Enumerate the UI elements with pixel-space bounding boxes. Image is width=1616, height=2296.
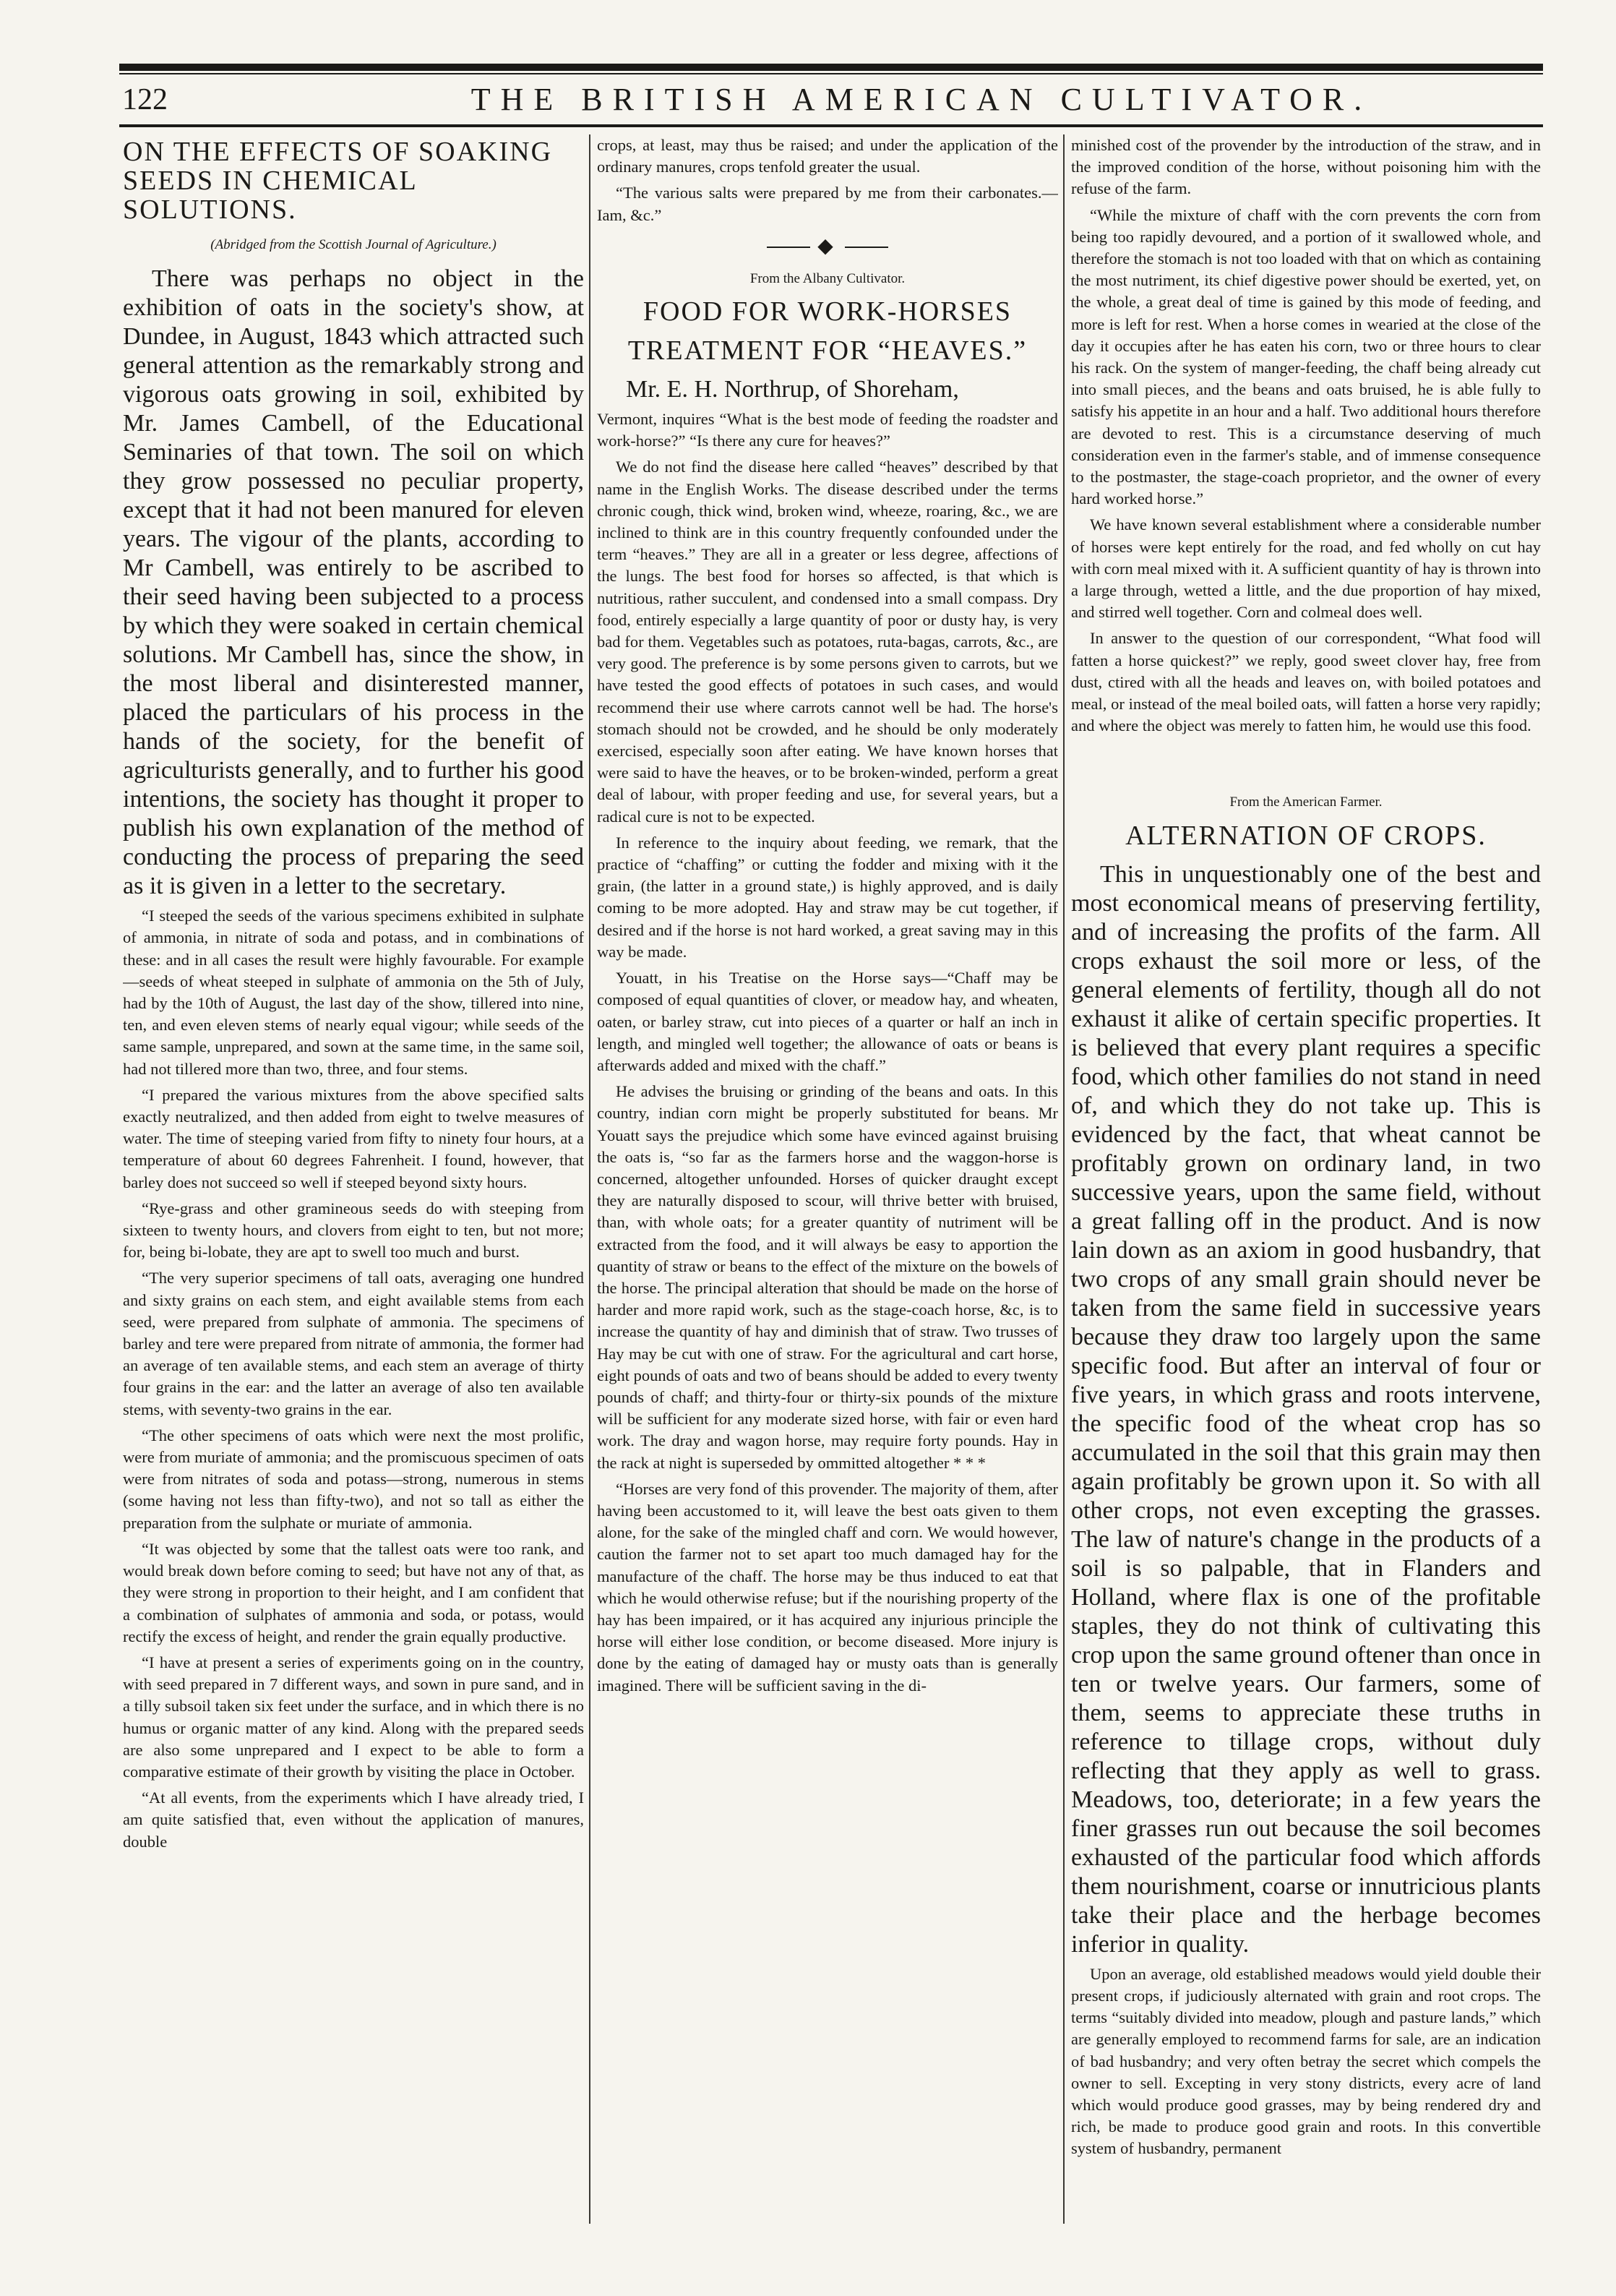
paragraph: crops, at least, may thus be raised; and under the application of the ordinary manures, crops tenfold greater the usual. [597, 136, 1058, 176]
paragraph: “The very superior specimens of tall oats, averaging one hundred and sixty grains on each stem, and eight available stems from each seed, were prepared from sulphate of ammonia. The specimens of barley and tere were prepared from nitrate of ammonia, the former had an average of ten available stems, and each stem an average of thirty four grains in the ear: and the latter an average of also ten available stems, with seventy-two grains in the ear. [123, 1269, 584, 1418]
page-number: 122 [122, 83, 168, 116]
paragraph: “I prepared the various mixtures from the above specified salts exactly neutralized, and then added from eight to twelve measures of water. The time of steeping varied from fifty to ninety four hours, at a temperature of about 60 degrees Fahrenheit. I found, however, that barley does not succeed so well if steeped beyond sixty hours. [123, 1085, 584, 1191]
article-headline-soaking-seeds: ON THE EFFECTS OF SOAKING SEEDS IN CHEMICAL SOLUTIONS. [123, 137, 553, 225]
article-headline-food-for-work-horses: FOOD FOR WORK-HORSES [642, 296, 1013, 327]
paragraph: minished cost of the provender by the introduction of the straw, and in the improved condition of the horse, without poisoning him with the refuse of the farm. [1071, 136, 1541, 198]
paragraph: We have known several establishment where a considerable number of horses were kept entirely for the road, and fed wholly on cut hay with corn meal mixed with it. A sufficient quantity of hay is thrown into a large through, wetted a little, and the due proportion of hay mixed, and stirred well together. Corn and colmeal does well. [1071, 515, 1541, 622]
source-note: From the American Farmer. [1229, 794, 1383, 810]
paragraph: “The other specimens of oats which were next the most prolific, were from muriate of ammonia; and the promiscuous specimen of oats were from nitrates of soda and potass—strong, numerous in stems (some having not less than fifty-two), and not so tall as either the preparation from the sulphate or muriate of ammonia. [123, 1426, 584, 1532]
running-title: THE BRITISH AMERICAN CULTIVATOR. [470, 82, 1372, 117]
article-subheadline-heaves: TREATMENT FOR “HEAVES.” [627, 335, 1028, 367]
page-header [119, 81, 1543, 124]
paragraph: In reference to the inquiry about feeding, we remark, that the practice of “chaffing” or cutting the fodder and mixing with it the grain, (the latter in a ground state,) is highly approved, and is daily coming to be more adopted. Hay and straw may be cut together, if desired and if the horse is not hard worked, a great saving may in this way be made. [597, 833, 1058, 961]
paragraph: This in unquestionably one of the best and most economical means of preserving fertility, and of increasing the profits of the farm. All crops exhaust the soil more or less, of the general elements of fertility, though all do not exhaust it alike of certain specific properties. It is believed that every plant requires a specific food, which other families do not stand in need of, and which they do not take up. This is evidenced by the fact, that wheat cannot be profitably grown on ordinary land, in two successive years, upon the same field, without a great falling off in the product. And is now lain down as an axiom in good husbandry, that two crops of any small grain should never be taken from the same field in successive years because they draw too largely upon the same specific food. But after an interval of four or five years, in which grass and roots intervene, the specific food of the wheat crop has so accumulated in the soil that this grain may then again profitably be grown upon it. So with all other crops, not even excepting the grasses. The law of nature's change in the products of a soil is so palpable, that in Flanders and Holland, where flax is one of the profitable staples, they do not think of cultivating this crop upon the same ground oftener than once in ten or twelve years. Our farmers, some of them, seems to appreciate these truths in reference to tillage crops, without duly reflecting that they apply as well to grass. Meadows, too, deteriorate; in a few years the finer grasses run out because the soil becomes exhausted of the particular food which affords them nourishment, coarse or innutricious plants take their place and the herbage becomes inferior in quality. [1071, 860, 1541, 1958]
paragraph: “The various salts were prepared by me from their carbonates.—Iam, &c.” [597, 184, 1058, 224]
paragraph: “It was objected by some that the tallest oats were too rank, and would break down before coming to seed; but have not any of that, as they were strong in proportion to their height, and I am confident that a combination of sulphates of ammonia and soda, or potass, would rectify the excess of height, and render the grain equally productive. [123, 1539, 584, 1645]
paragraph: We do not find the disease here called “heaves” described by that name in the English Works. The disease described under the terms chronic cough, thick wind, broken wind, wheeze, roaring, &c., we are inclined to think are in this country frequently confounded under the term “heaves.” They are all in a greater or less degree, affections of the lungs. The best food for horses so affected, is that which is nutritious, rather succulent, and condensed into a small compass. Dry food, entirely especially a large quantity of poor or dusty hay, is very bad for them. Vegetables such as potatoes, ruta-bagas, carrots, &c., are very good. The preference is by some persons given to carrots, but we have tested the good effects of potatoes in such cases, and would recommend their use where carrots cannot well be had. The horse's stomach should not be crowded, and he should be only moderately exercised, especially soon after eating. We have known horses that were said to have the heaves, or to be broken-winded, perform a great deal of labour, with proper feeding and use, for several years, but a radical cure is not to be expected. [597, 458, 1058, 826]
paragraph: He advises the bruising or grinding of the beans and oats. In this country, indian corn might be properly substituted for beans. Mr Youatt says the prejudice which some have evinced against bruising the oats is, “so far as the farmers horse and the waggon-horse is concerned, altogether unfounded. Horses of quicker draught except they are naturally disposed to scour, will thrive better with bruised, than, with whole oats; for a greater quantity of nutriment will be extracted from the food, and it will always be easy to apportion the quantity of straw or beans to the effect of the mixture on the bowels of the horse. The principal alteration that should be made on the horse of harder and more rapid work, such as the stage-coach horse, &c, is to increase the quantity of hay and diminish that of straw. Two trusses of Hay may be cut with one of straw. For the agricultural and cart horse, eight pounds of oats and two of beans should be added to every twenty pounds of chaff; and thirty-four or thirty-six pounds of the mixture will be sufficient for any moderate sized horse, with fair or even hard work. The dray and wagon horse, may require forty pounds. Hay in the rack at night is superseded by ommitted altogether * * * [597, 1082, 1058, 1472]
source-note: (Abridged from the Scottish Journal of Agriculture.) [210, 237, 497, 252]
column-middle [597, 134, 1058, 2224]
column-divider [589, 134, 590, 2224]
paragraph: “I steeped the seeds of the various specimens exhibited in sulphate of ammonia, in nitrate of soda and potass, and in combinations of these: and in all cases the result were highly favourable. For example—seeds of wheat steeped in sulphate of ammonia on the 5th of July, had by the 10th of August, the last day of the show, tillered into nine, ten, and even eleven stems of nearly equal vigour; while seeds of the same sample, unprepared, and sown at the same time, in the same soil, had not tillered more than two, three, and four stems. [123, 907, 584, 1078]
paragraph: “I have at present a series of experiments going on in the country, with seed prepared in 7 different ways, and sown in pure sand, and in a tilly subsoil taken six feet under the surface, and in which there is no humus or organic matter of any kind. Along with the prepared seeds are also some unprepared and I expect to be able to form a comparative estimate of their growth by visiting the place in October. [123, 1653, 584, 1781]
column-left [123, 134, 584, 2224]
paragraph: There was perhaps no object in the exhibition of oats in the society's show, at Dundee, in August, 1843 which attracted such general attention as the remarkably strong and vigorous oats growing in soil, exhibited by Mr. James Cambell, of the Educational Seminaries of that town. The soil on which they grow possessed no peculiar property, except that it had not been manured for eleven years. The vigour of the plants, according to Mr Cambell, was entirely to be ascribed to their seed having been subjected to a process by which they were soaked in certain chemical solutions. Mr Cambell has, since the show, in the most liberal and disinterested manner, placed the particulars of his process in the hands of the society, for the benefit of agriculturists generally, and to further his good intentions, the society has thought it proper to publish his own explanation of the method of conducting the process of preparing the seed as it is given in a letter to the secretary. [123, 265, 584, 900]
top-rule-thin [119, 73, 1543, 74]
source-note: From the Albany Cultivator. [749, 270, 906, 286]
paragraph: Mr. E. H. Northrup, of Shoreham, [626, 376, 959, 403]
column-divider [1063, 134, 1065, 2224]
paragraph: In answer to the question of our correspondent, “What food will fatten a horse quickest?” we reply, good sweet clover hay, free from dust, ctired with all the heads and leaves on, with boiled potatoes and meal, or instead of the meal boiled oats, will fatten a horse very rapidly; and where the object was merely to fatten him, he would use this food. [1071, 629, 1541, 735]
paragraph: “Horses are very fond of this provender. The majority of them, after having been accustomed to it, will leave the best oats given to them alone, for the sake of the mingled chaff and corn. We would however, caution the farmer not to set apart too much damaged hay for the manufacture of the chaff. The horse may be thus induced to eat that which he would otherwise refuse; but if the nourishing property of the hay has been impaired, or it has acquired any injurious principle the horse will either lose condition, or become diseased. More injury is done by the eating of damaged hay or musty oats than is generally imagined. There will be sufficient saving in the di- [597, 1479, 1058, 1695]
article-headline-alternation-of-crops: ALTERNATION OF CROPS. [1125, 820, 1487, 851]
paragraph: Youatt, in his Treatise on the Horse says—“Chaff may be composed of equal quantities of clover, or meadow hay, and wheaten, oaten, or barley straw, cut into pieces of a quarter or half an inch in length, and mingled well together; the allowance of oats or beans is afterwards added and mixed with the chaff.” [597, 969, 1058, 1074]
paragraph: “While the mixture of chaff with the corn prevents the corn from being too rapidly devoured, and a portion of it swallowed whole, and therefore the stomach is not too loaded with that on which as containing the most nutriment, its chief digestive power should be exerted, yet, on the whole, a great deal of time is gained by this mode of feeding, and more is left for rest. When a horse comes in wearied at the close of the day it occupies after he has eaten his corn, two or three hours to clear his rack. On the system of manger-feeding, the chaff being already cut into small pieces, and the beans and oats bruised, he is able fully to satisfy his appetite in an hour and a half. Two additional hours therefore are devoted to rest. This is a circumstance deserving of much consideration even in the farmer's stable, and of immense consequence to the postmaster, the stage-coach proprietor, and the owner of every hard worked horse.” [1071, 205, 1541, 508]
paragraph: Upon an average, old established meadows would yield double their present crops, if judiciously alternated with grain and root crops. The terms “suitably divided into meadow, plough and pasture lands,” which are generally employed to recommend farms for sale, are an indication of bad husbandry; and very often betray the secret which compels the owner to sell. Excepting in very stony districts, every acre of land which would produce good grasses, may by being rendered dry and rich, be made to produce good grain and roots. In this convertible system of husbandry, permanent [1071, 1964, 1541, 2158]
spacer [1071, 741, 1541, 784]
section-ornament: ◆ [597, 236, 1058, 257]
paragraph: Vermont, inquires “What is the best mode of feeding the roadster and work-horse?” “Is there any cure for heaves?” [597, 410, 1058, 450]
header-rule [119, 124, 1543, 127]
paragraph: “Rye-grass and other gramineous seeds do with steeping from sixteen to twenty hours, and clovers from eight to ten, but not more; for, being bi-lobate, they are apt to swell too much and burst. [123, 1199, 584, 1261]
column-right [1071, 134, 1541, 2224]
paragraph: “At all events, from the experiments which I have already tried, I am quite satisfied that, even without the application of manures, double [123, 1789, 584, 1851]
top-rule [119, 64, 1543, 71]
